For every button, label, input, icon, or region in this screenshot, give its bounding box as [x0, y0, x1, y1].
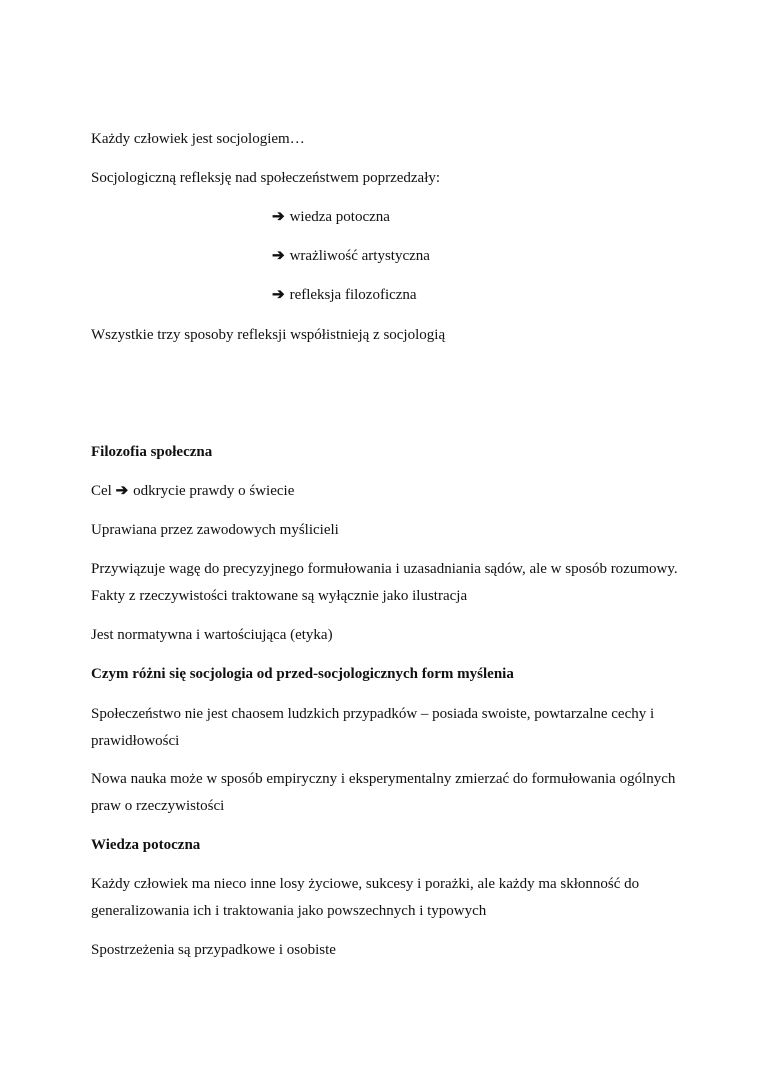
list-item-text: wiedza potoczna: [289, 209, 390, 225]
intro-line-2: Socjologiczną refleksję nad społeczeństwem poprzedzały:: [91, 170, 441, 186]
intro-line-1: Każdy człowiek jest socjologiem…: [91, 131, 305, 147]
arrow-right-icon: ➔: [272, 209, 285, 225]
arrow-right-icon: ➔: [272, 248, 285, 264]
list-item: [272, 243, 760, 270]
paragraph: Społeczeństwo nie jest chaosem ludzkich przypadków – posiada swoiste, powtarzalne cechy i prawidłowości: [91, 706, 655, 749]
paragraph: Uprawiana przez zawodowych myślicieli: [91, 522, 339, 538]
heading-common-knowledge: Wiedza potoczna: [91, 837, 201, 853]
goal-line: [91, 478, 691, 505]
arrow-right-icon: ➔: [272, 287, 285, 303]
paragraph: Spostrzeżenia są przypadkowe i osobiste: [91, 942, 336, 958]
arrow-right-icon: ➔: [115, 483, 129, 499]
paragraph: Nowa nauka może w sposób empiryczny i eksperymentalny zmierzać do formułowania ogólnych praw o rzeczywistości: [91, 771, 676, 814]
list-item: [272, 204, 760, 231]
heading-social-philosophy: Filozofia społeczna: [91, 444, 213, 460]
heading-differences: Czym różni się socjologia od przed-socjologicznych form myślenia: [91, 666, 514, 682]
goal-text: odkrycie prawdy o świecie: [133, 483, 295, 499]
paragraph: Przywiązuje wagę do precyzyjnego formułowania i uzasadniania sądów, ale w sposób rozumowy. Fakty z rzeczywistości traktowane są wyłącznie jako ilustracja: [91, 561, 678, 604]
list-item: [272, 282, 760, 309]
intro-line-3: Wszystkie trzy sposoby refleksji współistnieją z socjologią: [91, 327, 446, 343]
paragraph: Każdy człowiek ma nieco inne losy życiowe, sukcesy i porażki, ale każdy ma skłonność do generalizowania ich i traktowania jako powszechnych i typowych: [91, 876, 640, 919]
goal-label: Cel: [91, 483, 112, 499]
paragraph: Jest normatywna i wartościująca (etyka): [91, 627, 333, 643]
list-item-text: wrażliwość artystyczna: [289, 248, 430, 264]
list-item-text: refleksja filozoficzna: [289, 287, 417, 303]
